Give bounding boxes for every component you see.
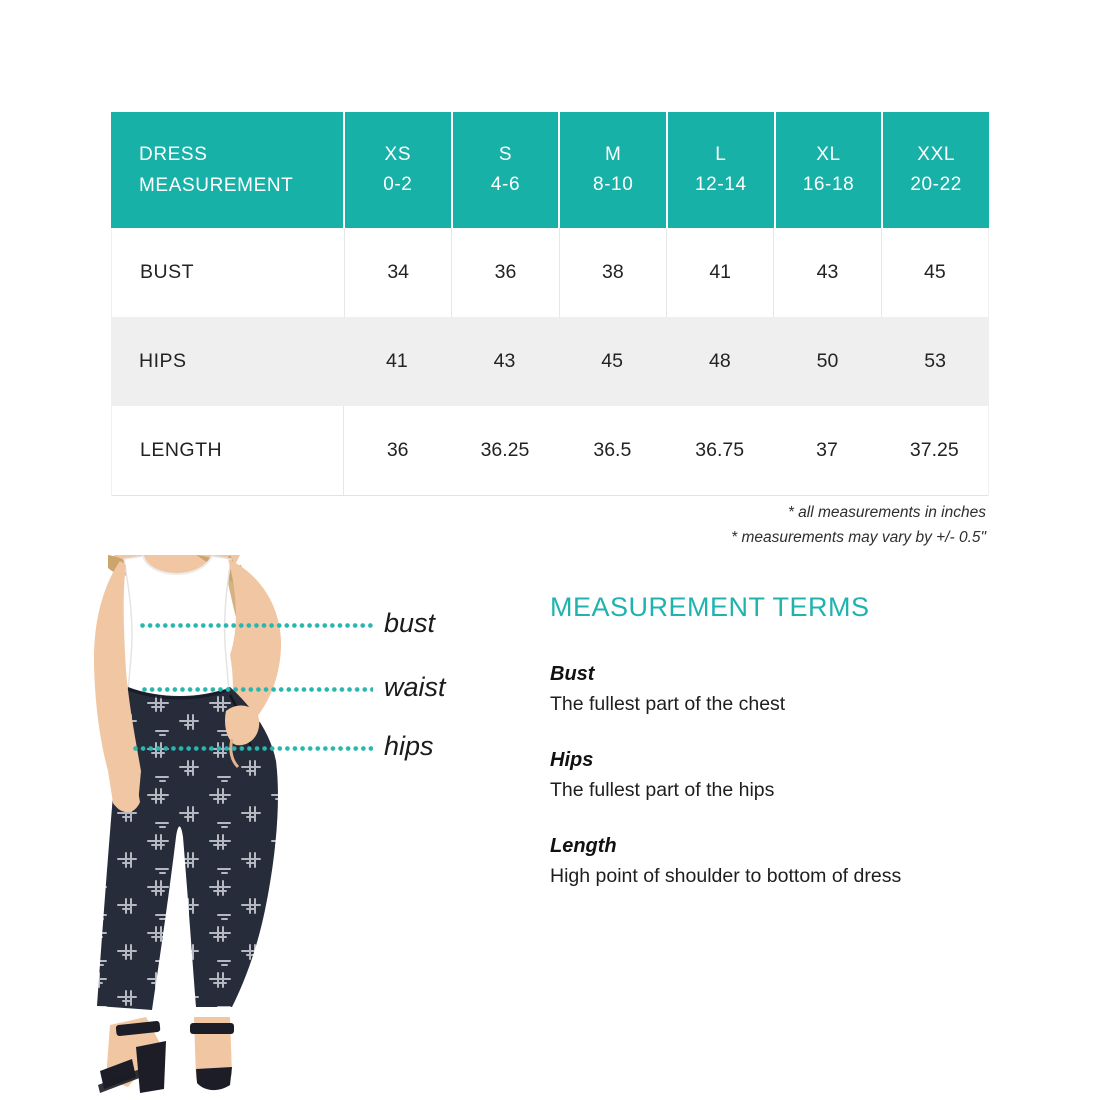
table-cell: 41 [667, 228, 773, 317]
row-label: LENGTH [112, 406, 344, 495]
table-cell: 43 [774, 228, 880, 317]
table-cell: 38 [560, 228, 666, 317]
table-cell: 36.25 [480, 439, 530, 461]
term-name: Bust [550, 663, 595, 685]
term-definition: The fullest part of the chest [550, 693, 786, 715]
bust-measure-line [140, 623, 373, 628]
header-cell-l [668, 112, 774, 228]
header-cell-xs [345, 112, 451, 228]
table-title: DRESS MEASUREMENT [139, 144, 294, 196]
dress-measurement-table [111, 112, 989, 496]
size-name: L [715, 144, 727, 165]
table-cell: 36 [452, 228, 558, 317]
table-cell: 37 [816, 439, 838, 461]
measurement-terms-heading: MEASUREMENT TERMS [550, 592, 870, 622]
term-bust [550, 663, 1010, 716]
term-definition: High point of shoulder to bottom of dress [550, 865, 902, 887]
row-label: BUST [112, 228, 344, 317]
size-name: XL [816, 144, 841, 165]
term-definition: The fullest part of the hips [550, 779, 775, 801]
size-range: 0-2 [383, 174, 413, 195]
table-cell: 45 [601, 350, 623, 372]
table-row-length [111, 406, 989, 496]
table-header-row [111, 112, 989, 228]
size-range: 8-10 [592, 174, 634, 195]
measurement-footnotes [731, 501, 986, 550]
header-cell-xl [776, 112, 882, 228]
term-hips [550, 749, 1010, 802]
measurement-terms-section [550, 592, 1010, 921]
row-label: HIPS [139, 350, 187, 372]
size-range: 16-18 [802, 174, 855, 195]
footnote-variance: * measurements may vary by +/- 0.5" [731, 528, 986, 546]
table-row-hips [111, 317, 989, 406]
size-range: 4-6 [490, 174, 521, 195]
model-illustration [80, 555, 380, 1100]
term-name: Length [550, 835, 617, 857]
table-cell: 45 [882, 228, 988, 317]
size-name: XXL [917, 144, 956, 165]
table-cell: 48 [708, 350, 731, 372]
size-range: 12-14 [695, 174, 747, 195]
table-cell: 41 [385, 350, 408, 372]
header-cell-xxl [883, 112, 989, 228]
table-cell: 36.5 [593, 439, 632, 461]
header-cell-s [453, 112, 559, 228]
size-name: XS [384, 144, 412, 165]
header-cell-dress-measurement [111, 112, 343, 228]
table-cell: 43 [493, 350, 516, 372]
model-photo [80, 555, 380, 1100]
footnote-inches: * all measurements in inches [787, 504, 986, 521]
table-cell: 36 [386, 439, 409, 461]
hips-measure-line [133, 746, 373, 751]
table-cell: 37.25 [909, 439, 959, 461]
table-cell: 53 [924, 350, 946, 372]
waist-measure-line [142, 687, 373, 692]
term-length [550, 835, 1010, 888]
size-name: M [604, 144, 622, 165]
table-cell: 36.75 [695, 439, 745, 461]
bust-line-label: bust [384, 608, 436, 638]
size-range: 20-22 [910, 174, 962, 195]
table-row-bust [111, 228, 989, 317]
table-cell: 50 [816, 350, 839, 372]
header-cell-m [560, 112, 666, 228]
size-name: S [498, 144, 513, 165]
hips-line-label: hips [384, 731, 434, 761]
term-name: Hips [550, 749, 594, 771]
waist-line-label: waist [384, 672, 446, 702]
table-cell: 34 [345, 228, 451, 317]
